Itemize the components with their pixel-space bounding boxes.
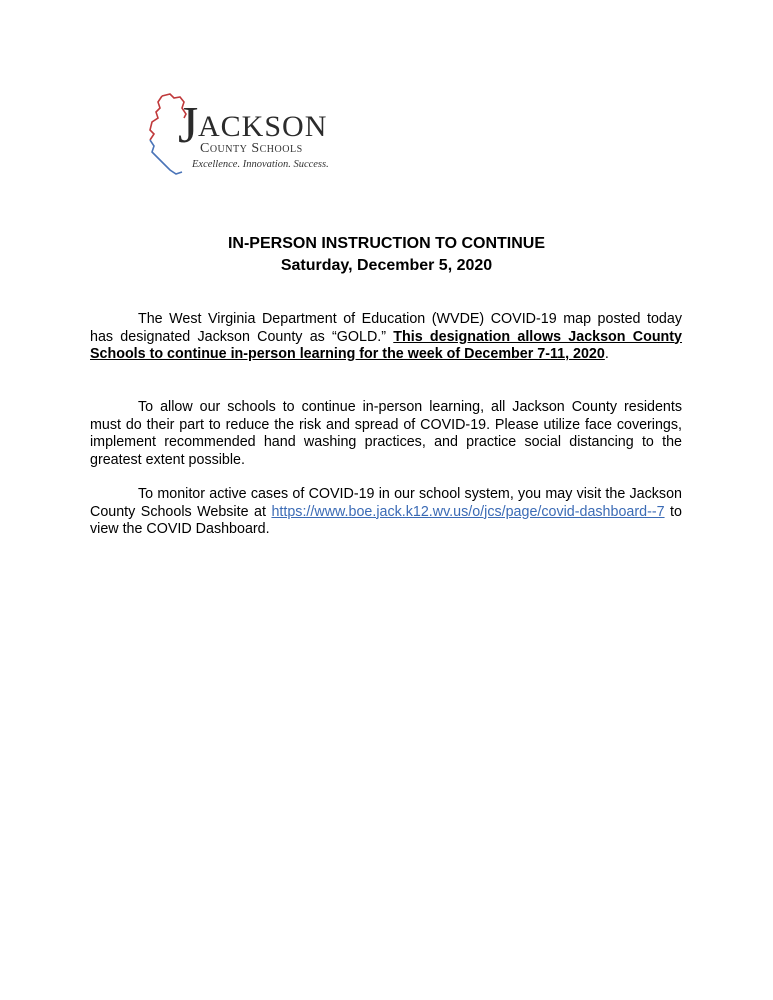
paragraph-dashboard-end: to view the COVID Dashboard. [90, 503, 682, 537]
designation-emphasis: This designation allows Jackson County Schools to continue in-person learning for the week of December 7-11, 2020 [90, 328, 682, 362]
paragraph-designation-end: . [604, 346, 609, 362]
jackson-county-schools-logo [140, 88, 340, 180]
logo-subtitle: County Schools [200, 141, 303, 156]
paragraph-designation [90, 311, 682, 364]
logo-tagline: Excellence. Innovation. Success. [192, 159, 329, 170]
logo-name: ACKSON [198, 110, 328, 143]
document-date: Saturday, December 5, 2020 [280, 257, 493, 274]
paragraph-precautions: To allow our schools to continue in-person learning, all Jackson County residents must do their part to reduce the risk and spread of COVID-19. Please utilize face coverings, implement recommended hand washing practices, and practice social distancing to the greatest extent possible. [90, 399, 682, 468]
logo-initial: J [178, 97, 199, 154]
covid-dashboard-link[interactable]: https://www.boe.jack.k12.wv.us/o/jcs/page/covid-dashboard--7 [271, 503, 665, 520]
document-title: IN-PERSON INSTRUCTION TO CONTINUE [227, 235, 546, 252]
paragraph-designation-text: The West Virginia Department of Education (WVDE) COVID-19 map posted today has designated Jackson County as “GOLD.” [90, 311, 682, 345]
paragraph-dashboard [90, 486, 682, 539]
paragraph-dashboard-text: To monitor active cases of COVID-19 in our school system, you may visit the Jackson County Schools Website at [90, 486, 682, 520]
